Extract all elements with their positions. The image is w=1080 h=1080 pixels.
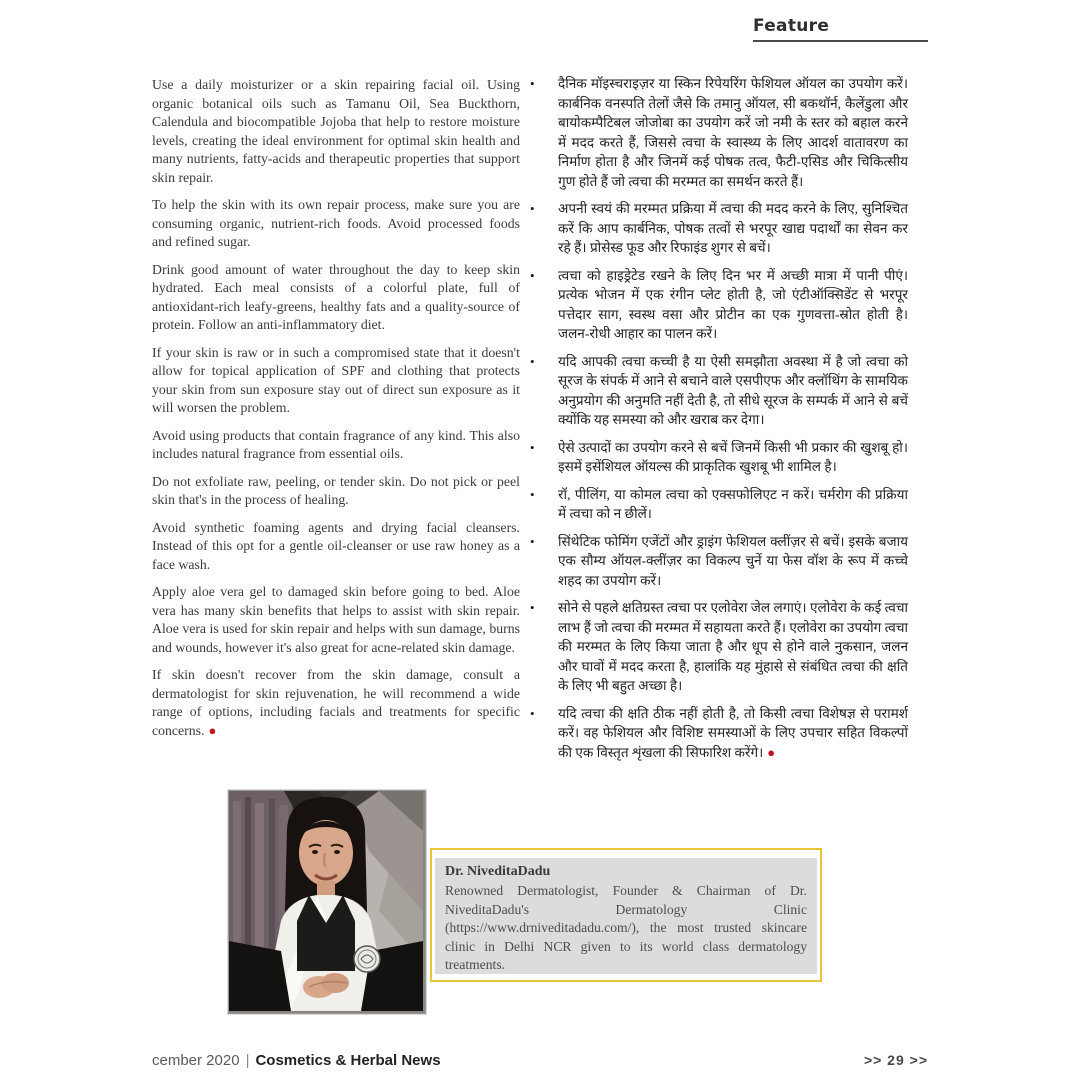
paragraph: Avoid using products that contain fragrance of any kind. This also includes natural fragrance from essential oils. — [152, 427, 520, 461]
bullet-icon: • — [530, 439, 535, 455]
list-item: • दैनिक मॉइस्चराइज़र या स्किन रिपेयरिंग फेशियल ऑयल का उपयोग करें। कार्बनिक वनस्पति तेलों जैसे कि तमानु ऑयल, सी बकथॉर्न, कैलेंडुला और बायोकम्पैटिबल जोजोबा का उपयोग करें जो नमी के स्तर को बहाल करने में मदद करते हैं, जिससे त्वचा के स्वास्थ्य के लिए आदर्श वातावरण का निर्माण होता है और जिनमें कई पोषक तत्व, फैटी-एसिड और चिकित्सीय गुण होते हैं जो त्वचा की मरम्मत का समर्थन करते हैं। — [530, 76, 908, 189]
caption-inner — [435, 858, 817, 974]
footer-publication: Cosmetics & Herbal News — [255, 1052, 441, 1069]
bullet-icon: • — [530, 76, 535, 91]
english-column — [152, 76, 520, 749]
list-item: • सोने से पहले क्षतिग्रस्त त्वचा पर एलोवेरा जेल लगाएं। एलोवेरा के कई त्वचा लाभ हैं जो त्वचा की मरम्मत में सहायता करते हैं। एलोवेरा का उपयोग त्वचा की मरम्मत के लिए किया जाता है और धूप से होने वाले नुकसान, जलन और घावों में मदद करता है, हालांकि यह मुंहासे से संबंधित त्वचा की क्षति के लिए भी बहुत अच्छा है। — [530, 600, 908, 693]
list-item: • सिंथेटिक फोमिंग एजेंटों और ड्राइंग फेशियल क्लींज़र से बचें। इसके बजाय एक सौम्य ऑयल-क्लींज़र का विकल्प चुनें या फेस वॉश के रूप में कच्चे शहद का उपयोग करें। — [530, 533, 908, 588]
list-item: • यदि आपकी त्वचा कच्ची है या ऐसी समझौता अवस्था में है जो त्वचा को सूरज के संपर्क में आने से बचाने वाले एसपीएफ और क्लॉथिंग के सामयिक अनुप्रयोग की अनुमति नहीं देती है, तो सीधे सूरज के सम्पर्क में आने से बचें क्योंकि यह समस्या को और खराब कर देगा। — [530, 353, 908, 427]
paragraph: If skin doesn't recover from the skin damage, consult a dermatologist for skin rejuvenation, he will recommend a wide range of options, including facials and treatments for specific concerns. ● — [152, 667, 520, 738]
bullet-icon: • — [530, 267, 535, 283]
portrait-photo — [228, 790, 426, 1014]
list-item: • त्वचा को हाइड्रेटेड रखने के लिए दिन भर में अच्छी मात्रा में पानी पीएं। प्रत्येक भोजन में एक रंगीन प्लेट होती है, जो एंटीऑक्सिडेंट से भरपूर पत्तेदार साग, स्वस्थ वसा और प्रोटीन का एक गुणवत्ता-स्रोत होती है। जलन-रोधी आहार का पालन करें। — [530, 267, 908, 341]
page-title: Feature — [753, 16, 928, 42]
footer-date: cember 2020 — [152, 1052, 240, 1069]
hindi-column — [528, 74, 908, 770]
end-mark-dot: ● — [208, 722, 217, 738]
paragraph: If your skin is raw or in such a compromised state that it doesn't allow for topical application of SPF and clothing that protects your skin from sun exposure stay out of direct sun exposure as it will worsen the problem. — [152, 344, 520, 415]
list-item: • रॉ, पीलिंग, या कोमल त्वचा को एक्सफोलिएट न करें। चर्मरोग की प्रक्रिया में त्वचा को न छीलें। — [530, 486, 908, 521]
page-footer — [152, 1052, 950, 1076]
caption-text: Renowned Dermatologist, Founder & Chairman of Dr. NiveditaDadu's Dermatology Clinic (https://www.drniveditadadu.com/), the most trusted skincare clinic in Delhi NCR given to its world class dermatology treatments. — [445, 883, 807, 972]
page-number: >> 29 >> — [863, 1052, 928, 1068]
caption-name: Dr. NiveditaDadu — [445, 864, 551, 879]
bullet-icon: • — [530, 705, 535, 721]
bullet-icon: • — [530, 486, 535, 502]
footer-publication-line — [152, 1052, 441, 1069]
bullet-icon: • — [530, 353, 535, 369]
list-item: • ऐसे उत्पादों का उपयोग करने से बचें जिनमें किसी भी प्रकार की खुशबू हो। इसमें इसेंशियल ऑयल्स की प्राकृतिक खुशबू भी शामिल है। — [530, 439, 908, 474]
list-item: • अपनी स्वयं की मरम्मत प्रक्रिया में त्वचा की मदद करने के लिए, सुनिश्चित करें कि आप कार्बनिक, पोषक तत्वों से भरपूर खाद्य पदार्थों का सेवन कर रहे हैं। प्रोसेस्ड फूड और रिफाइंड शुगर से बचें। — [530, 201, 908, 255]
list-item: • यदि त्वचा की क्षति ठीक नहीं होती है, तो किसी त्वचा विशेषज्ञ से परामर्श करें। वह फेशियल और विशिष्ट समस्याओं के लिए उपचार सहित विकल्पों की एक विस्तृत शृंखला की सिफारिश करेंगे। ● — [530, 705, 908, 760]
end-mark-dot: ● — [767, 744, 776, 760]
paragraph: Do not exfoliate raw, peeling, or tender skin. Do not pick or peel skin that's in the process of healing. — [152, 473, 520, 507]
paragraph: Avoid synthetic foaming agents and drying facial cleansers. Instead of this opt for a gentle oil-cleanser or use raw honey as a face wash. — [152, 519, 520, 572]
paragraph: Use a daily moisturizer or a skin repairing facial oil. Using organic botanical oils such as Tamanu Oil, Sea Buckthorn, Calendula and biocompatible Jojoba that help to restore moisture levels, creating the ideal environment for optimal skin health and many nutrients, fatty-acids and therapeutic properties that support skin repair. — [152, 77, 520, 185]
caption-box — [430, 848, 822, 982]
bullet-icon: • — [530, 533, 535, 549]
paragraph: Drink good amount of water throughout the day to keep skin hydrated. Each meal consists of a colorful plate, full of antioxidant-rich leafy-greens, healthy fats and a quality-source of protein. Follow an anti-inflammatory diet. — [152, 261, 520, 332]
paragraph: Apply aloe vera gel to damaged skin before going to bed. Aloe vera has many skin benefits that helps to assist with skin repair. Aloe vera is used for skin repair and helps with sun damage, burns and wounds, however it's also great for acne-related skin damage. — [152, 584, 520, 655]
bullet-icon: • — [530, 201, 535, 216]
bullet-icon: • — [530, 600, 535, 615]
footer-separator: | — [245, 1052, 250, 1069]
paragraph: To help the skin with its own repair process, make sure you are consuming organic, nutrient-rich foods. Avoid processed foods and refined sugar. — [152, 197, 520, 249]
